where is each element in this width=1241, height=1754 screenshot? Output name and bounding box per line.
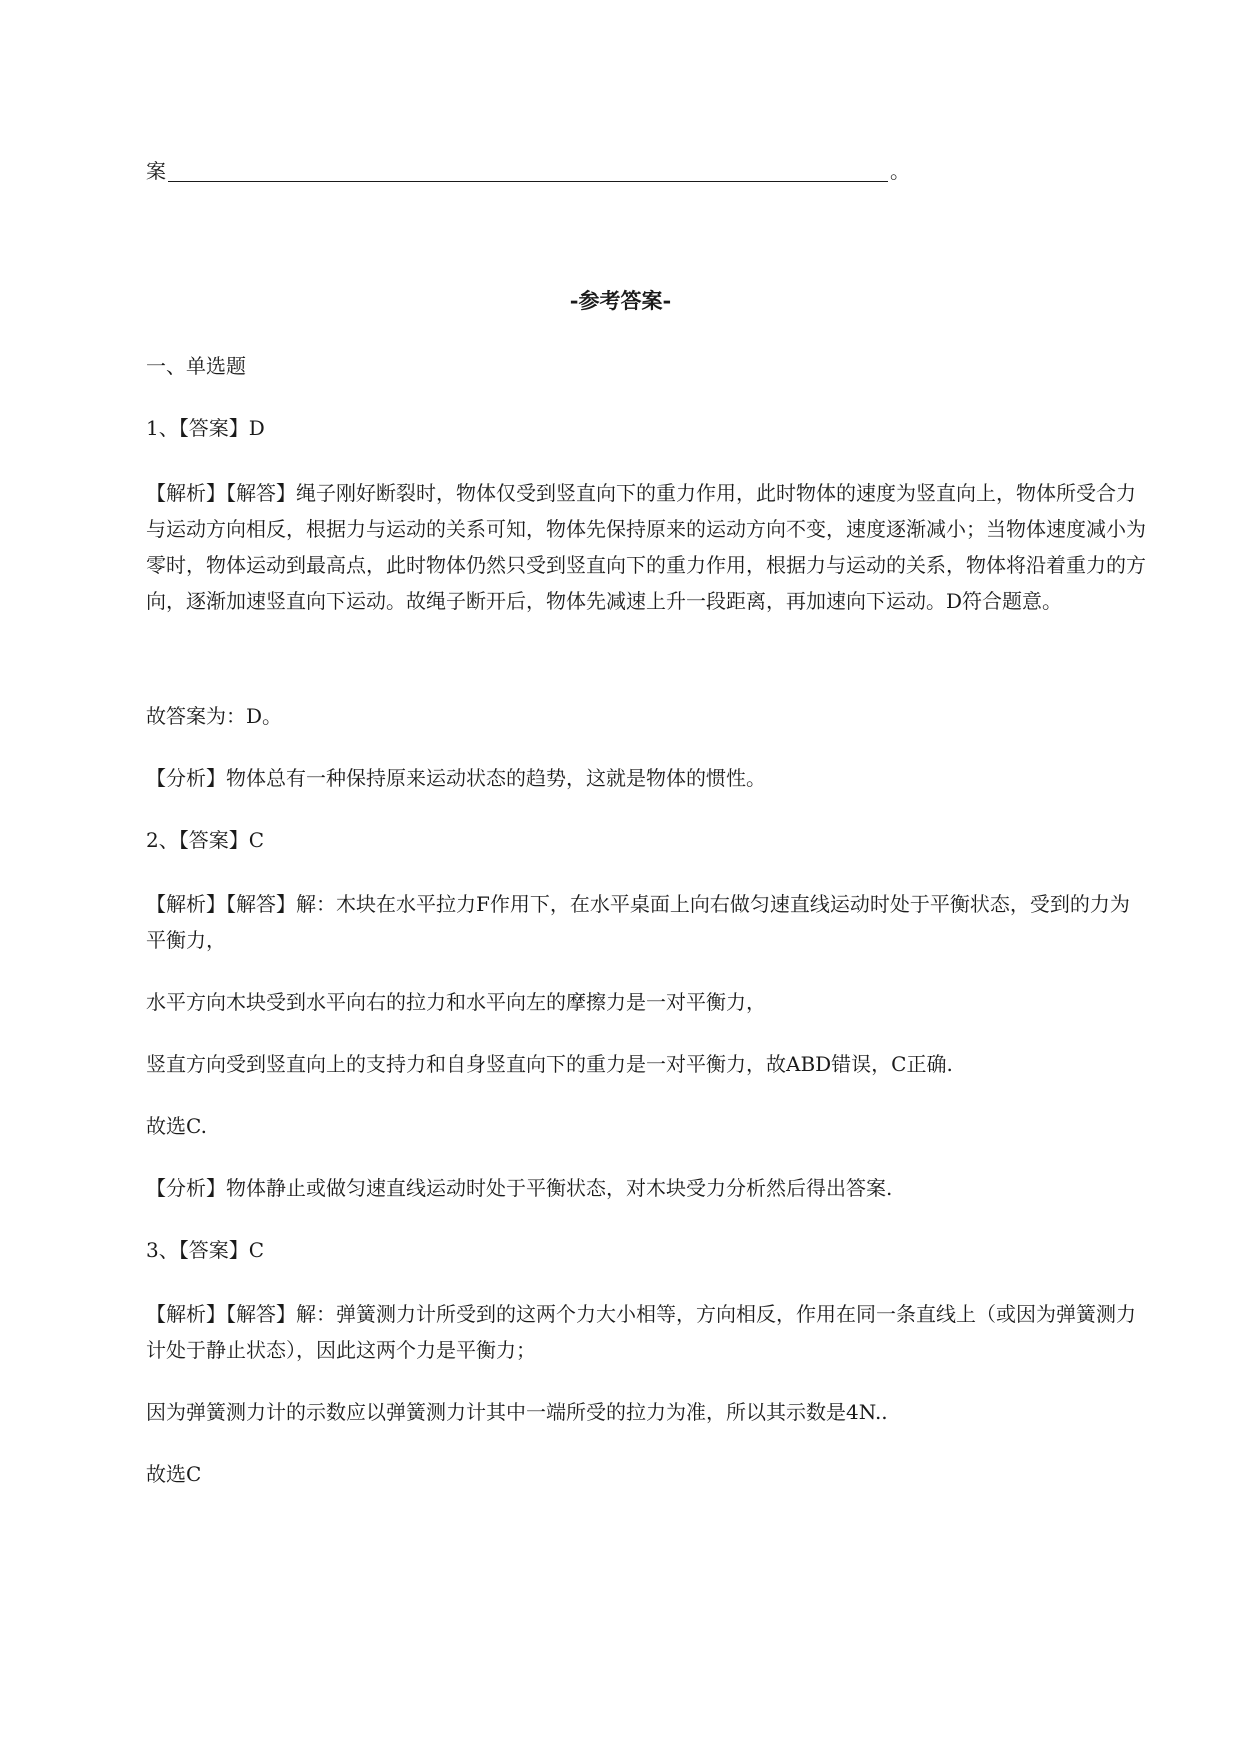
fill-in-blank — [168, 159, 888, 182]
q2-line-horizontal: 水平方向木块受到水平向右的拉力和水平向左的摩擦力是一对平衡力， — [146, 990, 766, 1014]
q1-conclusion: 故答案为：D。 — [146, 704, 283, 728]
blank-suffix: 。 — [890, 159, 910, 183]
q3-analysis: 【解析】【解答】解：弹簧测力计所受到的这两个力大小相等，方向相反，作用在同一条直线上（或因为弹簧测力计处于静止状态），因此这两个力是平衡力； — [146, 1302, 1136, 1362]
answer-blank-line — [146, 156, 910, 186]
q2-line-vertical: 竖直方向受到竖直向上的支持力和自身竖直向下的重力是一对平衡力，故ABD错误，C正确. — [146, 1052, 953, 1076]
q2-note: 【分析】物体静止或做匀速直线运动时处于平衡状态，对木块受力分析然后得出答案. — [146, 1176, 893, 1200]
q1-analysis: 【解析】【解答】绳子刚好断裂时，物体仅受到竖直向下的重力作用，此时物体的速度为竖直向上，物体所受合力与运动方向相反，根据力与运动的关系可知，物体先保持原来的运动方向不变，速度逐渐减小；当物体速度减小为零时，物体运动到最高点，此时物体仍然只受到竖直向下的重力作用，根据力与运动的关系，物体将沿着重力的方向，逐渐加速竖直向下运动。故绳子断开后，物体先减速上升一段距离，再加速向下运动。D符合题意。 — [146, 481, 1146, 613]
q3-conclusion: 故选C — [146, 1462, 202, 1486]
blank-prefix: 案 — [146, 159, 166, 183]
q2-conclusion: 故选C. — [146, 1114, 207, 1138]
q2-answer: 2、【答案】C — [146, 828, 265, 852]
section-heading: 一、单选题 — [146, 354, 246, 378]
q3-line-reading: 因为弹簧测力计的示数应以弹簧测力计其中一端所受的拉力为准，所以其示数是4N.. — [146, 1400, 888, 1424]
q2-analysis: 【解析】【解答】解：木块在水平拉力F作用下，在水平桌面上向右做匀速直线运动时处于平衡状态，受到的力为平衡力， — [146, 892, 1130, 952]
q1-note: 【分析】物体总有一种保持原来运动状态的趋势，这就是物体的惯性。 — [146, 766, 766, 790]
answer-key-title: -参考答案- — [569, 288, 672, 313]
q1-answer: 1、【答案】D — [146, 416, 265, 440]
q3-answer: 3、【答案】C — [146, 1238, 265, 1262]
